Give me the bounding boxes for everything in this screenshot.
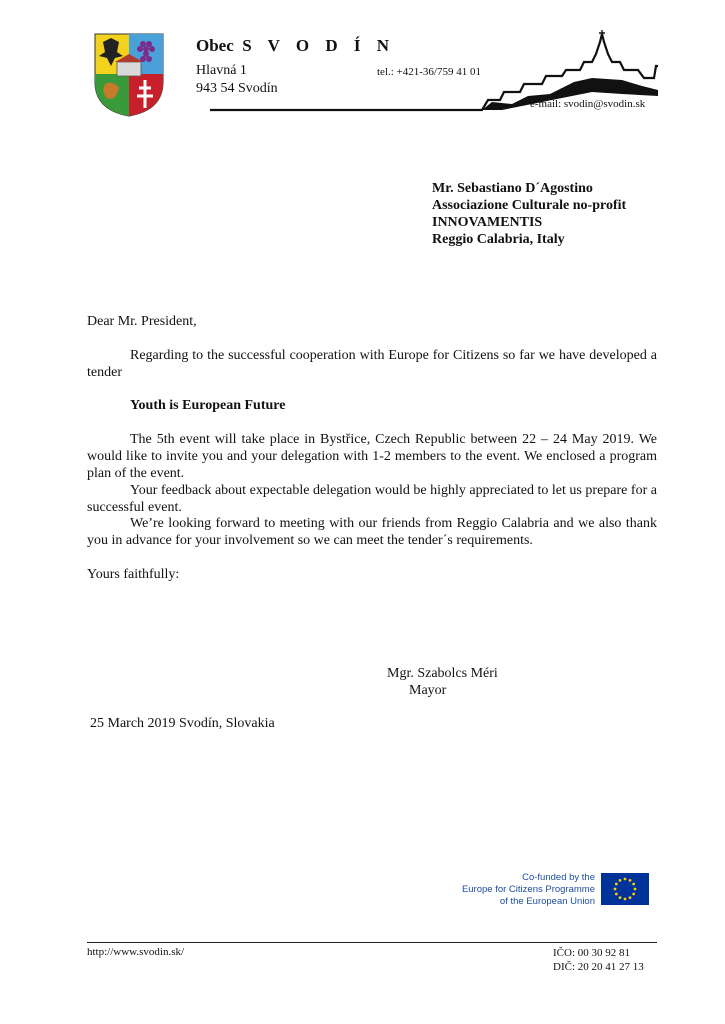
salutation: Dear Mr. President, [87, 314, 197, 329]
org-prefix: Obec [196, 36, 234, 55]
ico-number: IČO: 00 30 92 81 [553, 947, 630, 959]
eu-flag-icon [601, 873, 649, 905]
letter-date: 25 March 2019 Svodín, Slovakia [90, 716, 275, 731]
recipient-block [432, 180, 626, 248]
paragraph-event: The 5th event will take place in Bystřice, Czech Republic between 22 – 24 May 2019. We would like to invite you and your delegation with 1-2 members to the event. We enclosed a program plan of the event. [87, 432, 657, 481]
paragraph-feedback: Your feedback about expectable delegation would be highly appreciated to let us prepare for a successful event. [87, 483, 657, 515]
paragraph-intro: Regarding to the successful cooperation with Europe for Citizens so far we have developed a tender [87, 348, 657, 380]
closing: Yours faithfully: [87, 567, 180, 582]
signer-title: Mayor [409, 683, 447, 698]
signer-name: Mgr. Szabolcs Méri [387, 666, 498, 681]
eu-star [619, 879, 622, 882]
eu-star [615, 883, 618, 886]
eu-star [629, 879, 632, 882]
eu-funding-text [455, 872, 595, 908]
eu-line: Co-funded by the [522, 872, 595, 883]
eu-star [632, 883, 635, 886]
eu-star [629, 896, 632, 899]
project-title: Youth is European Future [130, 398, 286, 413]
eu-line: of the European Union [499, 896, 595, 907]
org-name [196, 36, 395, 56]
eu-star [614, 888, 617, 891]
recipient-line: Reggio Calabria, Italy [432, 232, 565, 247]
dic-number: DIČ: 20 20 41 27 13 [553, 961, 644, 973]
paragraph-thanks: We’re looking forward to meeting with our friends from Reggio Calabria and we also thank you in advance for your involvement so we can meet the tender´s requirements. [87, 516, 657, 548]
footer-divider [87, 942, 657, 943]
eu-star [615, 893, 618, 896]
coat-of-arms-logo [93, 32, 165, 118]
org-title: S V O D Í N [242, 36, 396, 55]
eu-star [634, 888, 637, 891]
eu-star [632, 893, 635, 896]
address-street: Hlavná 1 [196, 63, 247, 78]
footer-website-link[interactable]: http://www.svodin.sk/ [87, 946, 185, 958]
eu-line: Europe for Citizens Programme [461, 884, 595, 895]
recipient-line: Associazione Culturale no-profit [432, 198, 627, 213]
eu-star [619, 896, 622, 899]
email-address: e-mail: svodin@svodin.sk [530, 98, 646, 110]
phone-number: tel.: +421-36/759 41 01 [377, 66, 481, 78]
footer-registration [553, 946, 644, 974]
recipient-line: INNOVAMENTIS [432, 215, 543, 230]
eu-star [624, 898, 627, 901]
address-city: 943 54 Svodín [196, 81, 278, 96]
recipient-line: Mr. Sebastiano D´Agostino [432, 181, 593, 196]
eu-star [624, 878, 627, 881]
